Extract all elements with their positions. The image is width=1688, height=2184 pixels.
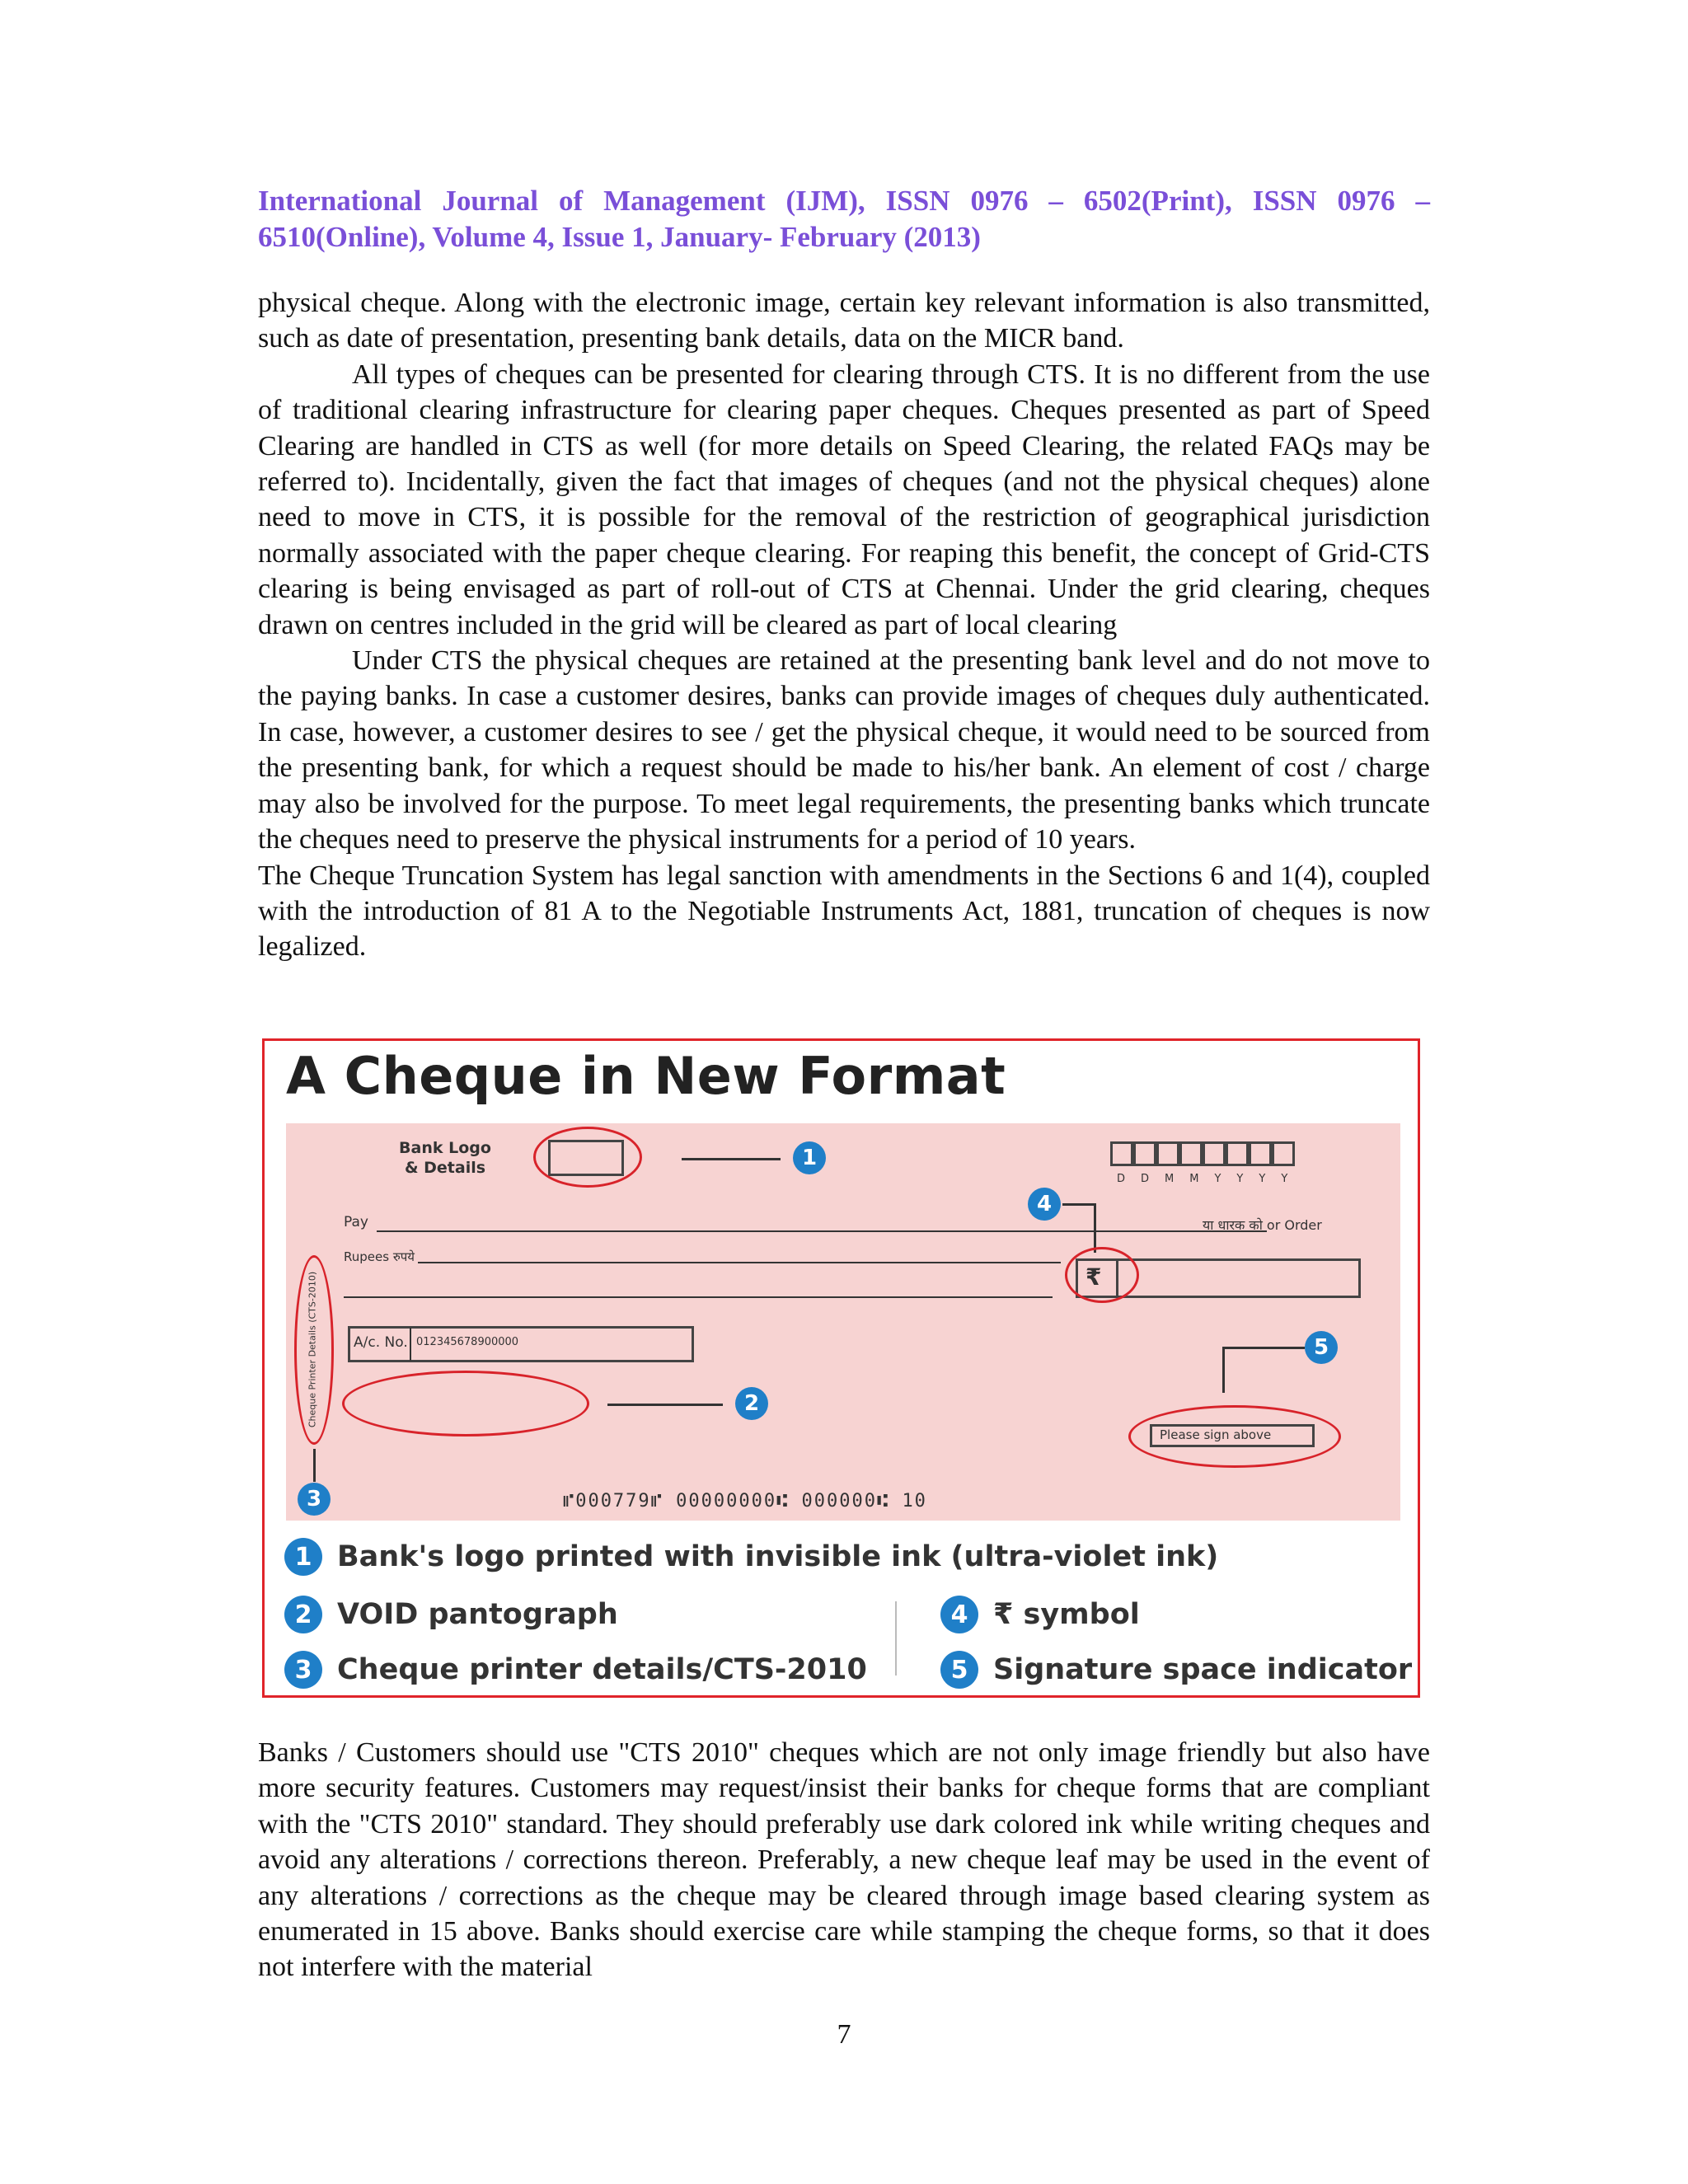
arrow-line: [1222, 1347, 1225, 1393]
pay-line: [377, 1230, 1267, 1232]
rupee-symbol: ₹: [1085, 1263, 1102, 1291]
rupees-line-2: [344, 1296, 1053, 1298]
date-box: [1156, 1141, 1179, 1166]
legend-item-4: [940, 1596, 1140, 1633]
or-order-label: या धारक को or Order: [1203, 1217, 1322, 1233]
legend-text-4: ₹ symbol: [993, 1598, 1140, 1631]
date-letters: DDMMYYYY: [1117, 1173, 1304, 1185]
callout-1: 1: [793, 1141, 826, 1174]
date-box: [1249, 1141, 1272, 1166]
legend-item-5: [940, 1651, 1412, 1689]
legend-item-2: [284, 1596, 618, 1633]
legend-num-5: 5: [940, 1651, 978, 1689]
legend-text-3: Cheque printer details/CTS-2010: [337, 1653, 867, 1686]
cheque-image: [286, 1123, 1400, 1521]
page-number: 7: [837, 2019, 851, 2050]
pay-label: Pay: [344, 1214, 368, 1230]
callout-ring-1: [533, 1127, 642, 1188]
callout-ring-4: [1065, 1247, 1139, 1303]
rupees-line: [418, 1262, 1061, 1263]
date-box: [1203, 1141, 1226, 1166]
figure-title: A Cheque in New Format: [286, 1046, 1006, 1106]
arrow-line: [1094, 1203, 1096, 1253]
body-text-top: [258, 285, 1430, 965]
arrow-line: [682, 1158, 781, 1160]
legend-item-1: [284, 1538, 1218, 1576]
legend-num-1: 1: [284, 1538, 322, 1576]
arrow-line: [607, 1404, 723, 1406]
callout-2: 2: [735, 1387, 768, 1420]
date-box: [1179, 1141, 1203, 1166]
arrow-line: [1062, 1203, 1095, 1206]
callout-4: 4: [1028, 1188, 1061, 1221]
bank-logo-label: Bank Logo & Details: [399, 1139, 491, 1177]
body-text-bottom: [258, 1735, 1430, 1985]
legend-item-3: [284, 1651, 867, 1689]
account-number: 012345678900000: [416, 1336, 519, 1348]
paragraph: physical cheque. Along with the electronic image, certain key relevant information is also transmitted, such as date of presentation, presenting bank details, data on the MICR band.: [258, 288, 1430, 354]
rupees-label: Rupees रुपये: [344, 1249, 415, 1264]
arrow-line: [1222, 1347, 1305, 1349]
callout-ring-2: [342, 1371, 589, 1436]
legend-text-5: Signature space indicator: [993, 1653, 1413, 1686]
arrow-line: [313, 1449, 316, 1482]
cheque-figure: [262, 1038, 1420, 1698]
divider: [410, 1328, 411, 1361]
paragraph: Banks / Customers should use "CTS 2010" cheques which are not only image friendly but also have more security features. Customers may request/insist their banks for cheque forms that are compliant with the "CTS 2010" standard. They should preferably use dark colored ink while writing cheques and avoid any alterations / corrections thereon. Preferably, a new cheque leaf may be used in the event of any alterations / corrections as the cheque may be cleared through image based clearing system as enumerated in 15 above. Banks should exercise care while stamping the cheque forms, so that it does not interfere with the material: [258, 1737, 1430, 1983]
legend-text-2: VOID pantograph: [337, 1598, 618, 1631]
callout-5: 5: [1305, 1331, 1338, 1364]
micr-band: ⑈000779⑈ 00000000⑆ 000000⑆ 10: [563, 1491, 927, 1511]
legend-num-2: 2: [284, 1596, 322, 1633]
account-label: A/c. No.: [354, 1334, 408, 1351]
legend-divider: [895, 1601, 897, 1675]
date-box: [1272, 1141, 1295, 1166]
callout-ring-5: [1128, 1405, 1341, 1468]
paragraph: The Cheque Truncation System has legal sanction with amendments in the Sections 6 and 1(4), coupled with the introduction of 81 A to the Negotiable Instruments Act, 1881, truncation of cheques is now legalized.: [258, 860, 1430, 963]
callout-3: 3: [298, 1483, 331, 1516]
date-box: [1226, 1141, 1249, 1166]
legend-num-4: 4: [940, 1596, 978, 1633]
printer-details: Cheque Printer Details (CTS-2010): [307, 1271, 318, 1428]
sign-label: Please sign above: [1160, 1427, 1272, 1442]
paragraph: Under CTS the physical cheques are retained at the presenting bank level and do not move to the paying banks. In case a customer desires, banks can provide images of cheques duly authenticated. In case, however, a customer desires to see / get the physical cheque, it would need to be sourced from the presenting bank, for which a request should be made to his/her bank. An element of cost / charge may also be involved for the purpose. To meet legal requirements, the presenting banks which truncate the cheques need to preserve the physical instruments for a period of 10 years.: [258, 645, 1430, 855]
legend-text-1: Bank's logo printed with invisible ink (ultra-violet ink): [337, 1540, 1219, 1573]
date-box: [1110, 1141, 1133, 1166]
journal-header: International Journal of Management (IJM), ISSN 0976 – 6502(Print), ISSN 0976 – 6510(Online), Volume 4, Issue 1, January- February (2013): [258, 185, 1430, 253]
legend-num-3: 3: [284, 1651, 322, 1689]
paragraph: All types of cheques can be presented for clearing through CTS. It is no different from the use of traditional clearing infrastructure for clearing paper cheques. Cheques presented as part of Speed Clearing are handled in CTS as well (for more details on Speed Clearing, the related FAQs may be referred to). Incidentally, given the fact that images of cheques (and not the physical cheques) alone need to move in CTS, it is possible for the removal of the restriction of geographical jurisdiction normally associated with the paper cheque clearing. For reaping this benefit, the concept of Grid-CTS clearing is being envisaged as part of roll-out of CTS at Chennai. Under the grid clearing, cheques drawn on centres included in the grid will be cleared as part of local clearing: [258, 359, 1430, 640]
date-box: [1133, 1141, 1156, 1166]
